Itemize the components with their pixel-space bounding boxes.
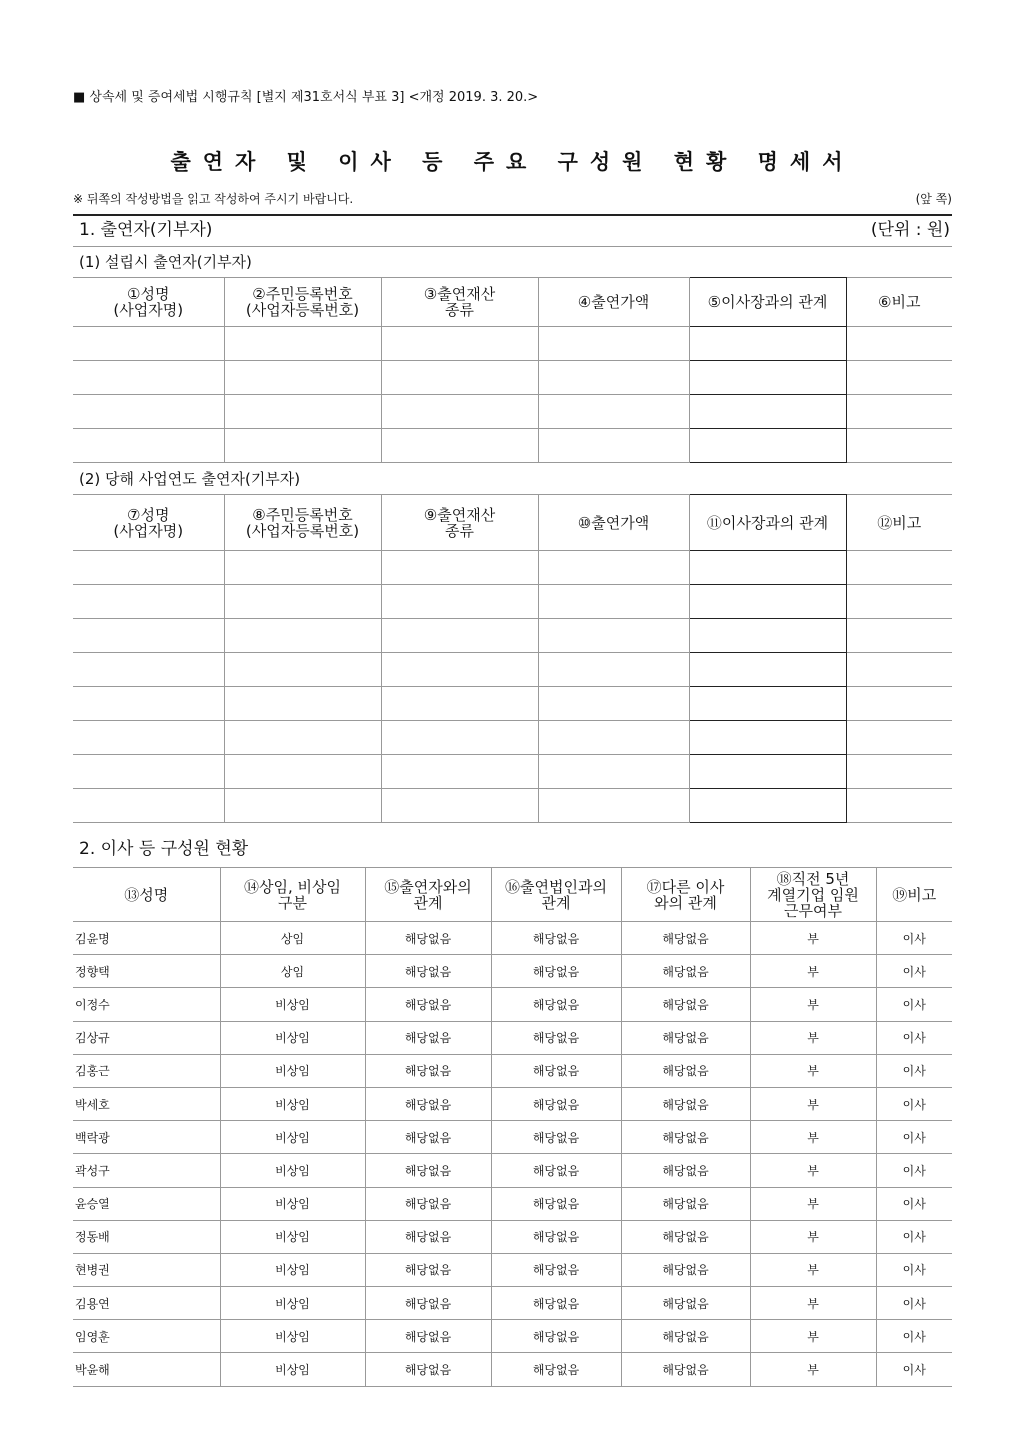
table-cell: 이사 bbox=[876, 1220, 952, 1253]
empty-cell bbox=[538, 721, 689, 755]
table-cell: 비상임 bbox=[220, 1320, 365, 1353]
table-cell: 해당없음 bbox=[491, 1054, 621, 1087]
table-cell: 비상임 bbox=[220, 1220, 365, 1253]
table-cell: 해당없음 bbox=[621, 1253, 750, 1286]
table-cell: 박윤해 bbox=[73, 1353, 220, 1386]
table-cell: 현병권 bbox=[73, 1253, 220, 1286]
empty-cell bbox=[846, 327, 952, 361]
empty-cell bbox=[73, 789, 224, 823]
empty-cell bbox=[381, 395, 538, 429]
table-cell: 부 bbox=[750, 1087, 876, 1120]
table-cell: 이사 bbox=[876, 1253, 952, 1286]
table-row bbox=[73, 1087, 952, 1120]
table-cell: 해당없음 bbox=[365, 1154, 491, 1187]
table-row bbox=[73, 653, 952, 687]
empty-cell bbox=[224, 755, 381, 789]
header-cell: ⑱직전 5년 계열기업 임원 근무여부 bbox=[750, 868, 876, 922]
table-cell: 이사 bbox=[876, 1287, 952, 1320]
header-cell: ⑥비고 bbox=[846, 278, 952, 327]
table-row bbox=[73, 327, 952, 361]
table-cell: 정동배 bbox=[73, 1220, 220, 1253]
empty-cell bbox=[846, 551, 952, 585]
empty-cell bbox=[73, 687, 224, 721]
empty-cell bbox=[689, 789, 846, 823]
table-cell: 해당없음 bbox=[491, 1253, 621, 1286]
table-cell: 상임 bbox=[220, 955, 365, 988]
table-cell: 비상임 bbox=[220, 988, 365, 1021]
empty-cell bbox=[381, 361, 538, 395]
empty-cell bbox=[689, 755, 846, 789]
table-cell: 부 bbox=[750, 955, 876, 988]
table-cell: 해당없음 bbox=[621, 922, 750, 955]
table-cell: 정향택 bbox=[73, 955, 220, 988]
section2-title: 2. 이사 등 구성원 현황 bbox=[79, 839, 249, 859]
empty-cell bbox=[846, 755, 952, 789]
table-cell: 비상임 bbox=[220, 1187, 365, 1220]
header-cell: ⑦성명 (사업자명) bbox=[73, 495, 224, 551]
page-side-label: (앞 쪽) bbox=[915, 192, 952, 206]
section1-title: 1. 출연자(기부자) bbox=[79, 220, 213, 240]
table-header-row bbox=[73, 495, 952, 551]
empty-cell bbox=[224, 327, 381, 361]
table-cell: 해당없음 bbox=[365, 955, 491, 988]
table-cell: 이사 bbox=[876, 988, 952, 1021]
table-cell: 해당없음 bbox=[491, 1087, 621, 1120]
empty-cell bbox=[538, 755, 689, 789]
unit-label: (단위 : 원) bbox=[870, 220, 950, 240]
subsection1-title: (1) 설립시 출연자(기부자) bbox=[79, 253, 252, 271]
table-cell: 부 bbox=[750, 922, 876, 955]
header-cell: ⑭상임, 비상임 구분 bbox=[220, 868, 365, 922]
empty-cell bbox=[538, 395, 689, 429]
table-cell: 해당없음 bbox=[491, 1154, 621, 1187]
subsection2-title: (2) 당해 사업연도 출연자(기부자) bbox=[79, 470, 301, 488]
table-cell: 부 bbox=[750, 1054, 876, 1087]
table-cell: 비상임 bbox=[220, 1054, 365, 1087]
document-title: 출연자 및 이사 등 주요 구성원 현황 명세서 bbox=[170, 150, 855, 174]
empty-cell bbox=[381, 789, 538, 823]
table-row bbox=[73, 1021, 952, 1054]
empty-cell bbox=[381, 721, 538, 755]
table-row bbox=[73, 619, 952, 653]
header-cell: ⑧주민등록번호 (사업자등록번호) bbox=[224, 495, 381, 551]
empty-cell bbox=[73, 585, 224, 619]
table-cell: 해당없음 bbox=[621, 1187, 750, 1220]
empty-cell bbox=[538, 585, 689, 619]
empty-cell bbox=[73, 429, 224, 463]
table-cell: 부 bbox=[750, 1121, 876, 1154]
table-cell: 해당없음 bbox=[621, 1054, 750, 1087]
empty-cell bbox=[73, 551, 224, 585]
instruction-line bbox=[73, 190, 952, 207]
empty-cell bbox=[381, 619, 538, 653]
header-cell: ⑮출연자와의 관계 bbox=[365, 868, 491, 922]
table-row bbox=[73, 585, 952, 619]
table-cell: 해당없음 bbox=[365, 1021, 491, 1054]
table-cell: 백락광 bbox=[73, 1121, 220, 1154]
empty-cell bbox=[538, 619, 689, 653]
table-cell: 해당없음 bbox=[621, 1021, 750, 1054]
empty-cell bbox=[381, 755, 538, 789]
table-cell: 해당없음 bbox=[491, 1021, 621, 1054]
empty-cell bbox=[689, 585, 846, 619]
table-cell: 부 bbox=[750, 988, 876, 1021]
table-cell: 해당없음 bbox=[365, 988, 491, 1021]
empty-cell bbox=[538, 653, 689, 687]
table-cell: 해당없음 bbox=[621, 988, 750, 1021]
empty-cell bbox=[846, 721, 952, 755]
table-cell: 해당없음 bbox=[621, 1121, 750, 1154]
table-cell: 해당없음 bbox=[365, 1121, 491, 1154]
empty-cell bbox=[224, 653, 381, 687]
table-cell: 해당없음 bbox=[365, 1253, 491, 1286]
empty-cell bbox=[381, 429, 538, 463]
empty-cell bbox=[689, 687, 846, 721]
table-cell: 박세호 bbox=[73, 1087, 220, 1120]
empty-cell bbox=[381, 653, 538, 687]
empty-cell bbox=[846, 687, 952, 721]
table-cell: 비상임 bbox=[220, 1121, 365, 1154]
table-cell: 부 bbox=[750, 1287, 876, 1320]
table-cell: 해당없음 bbox=[365, 1220, 491, 1253]
table-row bbox=[73, 429, 952, 463]
table-cell: 이사 bbox=[876, 1187, 952, 1220]
empty-cell bbox=[846, 361, 952, 395]
table-cell: 이사 bbox=[876, 1087, 952, 1120]
table-cell: 해당없음 bbox=[491, 1353, 621, 1386]
empty-cell bbox=[689, 429, 846, 463]
table-cell: 김윤명 bbox=[73, 922, 220, 955]
empty-cell bbox=[73, 361, 224, 395]
table-cell: 부 bbox=[750, 1320, 876, 1353]
table-cell: 상임 bbox=[220, 922, 365, 955]
table-cell: 해당없음 bbox=[491, 988, 621, 1021]
empty-cell bbox=[73, 653, 224, 687]
table-cell: 이사 bbox=[876, 1353, 952, 1386]
table-cell: 이사 bbox=[876, 1054, 952, 1087]
table-row bbox=[73, 1187, 952, 1220]
empty-cell bbox=[224, 619, 381, 653]
empty-cell bbox=[381, 585, 538, 619]
table-cell: 윤승열 bbox=[73, 1187, 220, 1220]
table-cell: 비상임 bbox=[220, 1353, 365, 1386]
empty-cell bbox=[224, 721, 381, 755]
empty-cell bbox=[846, 429, 952, 463]
table-cell: 해당없음 bbox=[365, 1187, 491, 1220]
table-row bbox=[73, 687, 952, 721]
table-cell: 해당없음 bbox=[491, 1287, 621, 1320]
header-cell: ③출연재산 종류 bbox=[381, 278, 538, 327]
table-row bbox=[73, 1121, 952, 1154]
table-cell: 해당없음 bbox=[621, 1154, 750, 1187]
empty-cell bbox=[689, 395, 846, 429]
table-cell: 해당없음 bbox=[365, 1320, 491, 1353]
header-cell: ⑲비고 bbox=[876, 868, 952, 922]
header-cell: ⑬성명 bbox=[73, 868, 220, 922]
table-cell: 이사 bbox=[876, 955, 952, 988]
founding-donors-body bbox=[73, 327, 952, 463]
table-cell: 부 bbox=[750, 1253, 876, 1286]
empty-cell bbox=[538, 361, 689, 395]
empty-cell bbox=[689, 653, 846, 687]
empty-cell bbox=[224, 361, 381, 395]
table-cell: 해당없음 bbox=[491, 1187, 621, 1220]
empty-cell bbox=[538, 687, 689, 721]
table-cell: 해당없음 bbox=[621, 955, 750, 988]
founding-donors-table bbox=[73, 277, 952, 463]
empty-cell bbox=[538, 789, 689, 823]
table-cell: 해당없음 bbox=[621, 1220, 750, 1253]
table-cell: 이정수 bbox=[73, 988, 220, 1021]
empty-cell bbox=[689, 619, 846, 653]
table-cell: 해당없음 bbox=[365, 1287, 491, 1320]
empty-cell bbox=[538, 327, 689, 361]
table-cell: 해당없음 bbox=[621, 1353, 750, 1386]
table-cell: 비상임 bbox=[220, 1154, 365, 1187]
table-header-row bbox=[73, 868, 952, 922]
table-cell: 비상임 bbox=[220, 1087, 365, 1120]
table-row bbox=[73, 1320, 952, 1353]
empty-cell bbox=[846, 395, 952, 429]
table-row bbox=[73, 1220, 952, 1253]
section1-header bbox=[73, 214, 952, 247]
table-cell: 비상임 bbox=[220, 1021, 365, 1054]
table-cell: 이사 bbox=[876, 1121, 952, 1154]
table-cell: 이사 bbox=[876, 922, 952, 955]
table-cell: 부 bbox=[750, 1220, 876, 1253]
empty-cell bbox=[846, 653, 952, 687]
table-cell: 해당없음 bbox=[365, 922, 491, 955]
table-cell: 부 bbox=[750, 1154, 876, 1187]
table-row bbox=[73, 922, 952, 955]
header-cell: ①성명 (사업자명) bbox=[73, 278, 224, 327]
table-cell: 이사 bbox=[876, 1021, 952, 1054]
current-year-donors-body bbox=[73, 551, 952, 823]
empty-cell bbox=[538, 429, 689, 463]
empty-cell bbox=[224, 429, 381, 463]
empty-cell bbox=[224, 687, 381, 721]
header-cell: ⑪이사장과의 관계 bbox=[689, 495, 846, 551]
table-row bbox=[73, 721, 952, 755]
table-cell: 해당없음 bbox=[491, 1121, 621, 1154]
table-cell: 이사 bbox=[876, 1320, 952, 1353]
table-cell: 해당없음 bbox=[365, 1353, 491, 1386]
table-cell: 이사 bbox=[876, 1154, 952, 1187]
table-cell: 비상임 bbox=[220, 1287, 365, 1320]
table-cell: 김홍근 bbox=[73, 1054, 220, 1087]
empty-cell bbox=[846, 619, 952, 653]
table-row bbox=[73, 395, 952, 429]
header-cell: ⑩출연가액 bbox=[538, 495, 689, 551]
table-row bbox=[73, 1287, 952, 1320]
empty-cell bbox=[224, 585, 381, 619]
table-cell: 해당없음 bbox=[621, 1320, 750, 1353]
table-header-row bbox=[73, 278, 952, 327]
header-cell: ⑫비고 bbox=[846, 495, 952, 551]
table-row bbox=[73, 1253, 952, 1286]
table-cell: 해당없음 bbox=[621, 1287, 750, 1320]
table-row bbox=[73, 988, 952, 1021]
table-cell: 해당없음 bbox=[365, 1054, 491, 1087]
empty-cell bbox=[224, 789, 381, 823]
table-cell: 해당없음 bbox=[491, 1220, 621, 1253]
empty-cell bbox=[538, 551, 689, 585]
empty-cell bbox=[846, 789, 952, 823]
header-cell: ⑨출연재산 종류 bbox=[381, 495, 538, 551]
table-row bbox=[73, 789, 952, 823]
table-cell: 김상규 bbox=[73, 1021, 220, 1054]
empty-cell bbox=[381, 327, 538, 361]
empty-cell bbox=[381, 551, 538, 585]
form-reference-note: ■ 상속세 및 증여세법 시행규칙 [별지 제31호서식 부표 3] <개정 2019. 3. 20.> bbox=[73, 90, 539, 105]
empty-cell bbox=[73, 619, 224, 653]
empty-cell bbox=[73, 755, 224, 789]
empty-cell bbox=[689, 327, 846, 361]
empty-cell bbox=[73, 327, 224, 361]
table-cell: 해당없음 bbox=[491, 1320, 621, 1353]
empty-cell bbox=[846, 585, 952, 619]
table-cell: 해당없음 bbox=[365, 1087, 491, 1120]
header-cell: ⑯출연법인과의 관계 bbox=[491, 868, 621, 922]
table-row bbox=[73, 755, 952, 789]
instruction-text: ※ 뒤쪽의 작성방법을 읽고 작성하여 주시기 바랍니다. bbox=[73, 192, 354, 206]
table-row bbox=[73, 955, 952, 988]
table-cell: 해당없음 bbox=[491, 955, 621, 988]
table-cell: 비상임 bbox=[220, 1253, 365, 1286]
header-cell: ⑰다른 이사 와의 관계 bbox=[621, 868, 750, 922]
empty-cell bbox=[224, 395, 381, 429]
empty-cell bbox=[73, 721, 224, 755]
table-cell: 해당없음 bbox=[621, 1087, 750, 1120]
table-row bbox=[73, 1154, 952, 1187]
table-cell: 김용연 bbox=[73, 1287, 220, 1320]
header-cell: ②주민등록번호 (사업자등록번호) bbox=[224, 278, 381, 327]
board-members-table bbox=[73, 867, 952, 1387]
table-row bbox=[73, 1353, 952, 1386]
table-row bbox=[73, 361, 952, 395]
empty-cell bbox=[689, 361, 846, 395]
header-cell: ⑤이사장과의 관계 bbox=[689, 278, 846, 327]
table-cell: 임영훈 bbox=[73, 1320, 220, 1353]
empty-cell bbox=[689, 551, 846, 585]
current-year-donors-table bbox=[73, 494, 952, 823]
board-members-body bbox=[73, 922, 952, 1387]
table-row bbox=[73, 1054, 952, 1087]
table-row bbox=[73, 551, 952, 585]
empty-cell bbox=[73, 395, 224, 429]
empty-cell bbox=[381, 687, 538, 721]
empty-cell bbox=[224, 551, 381, 585]
table-cell: 부 bbox=[750, 1353, 876, 1386]
empty-cell bbox=[689, 721, 846, 755]
table-cell: 부 bbox=[750, 1021, 876, 1054]
table-cell: 해당없음 bbox=[491, 922, 621, 955]
header-cell: ④출연가액 bbox=[538, 278, 689, 327]
table-cell: 부 bbox=[750, 1187, 876, 1220]
table-cell: 곽성구 bbox=[73, 1154, 220, 1187]
